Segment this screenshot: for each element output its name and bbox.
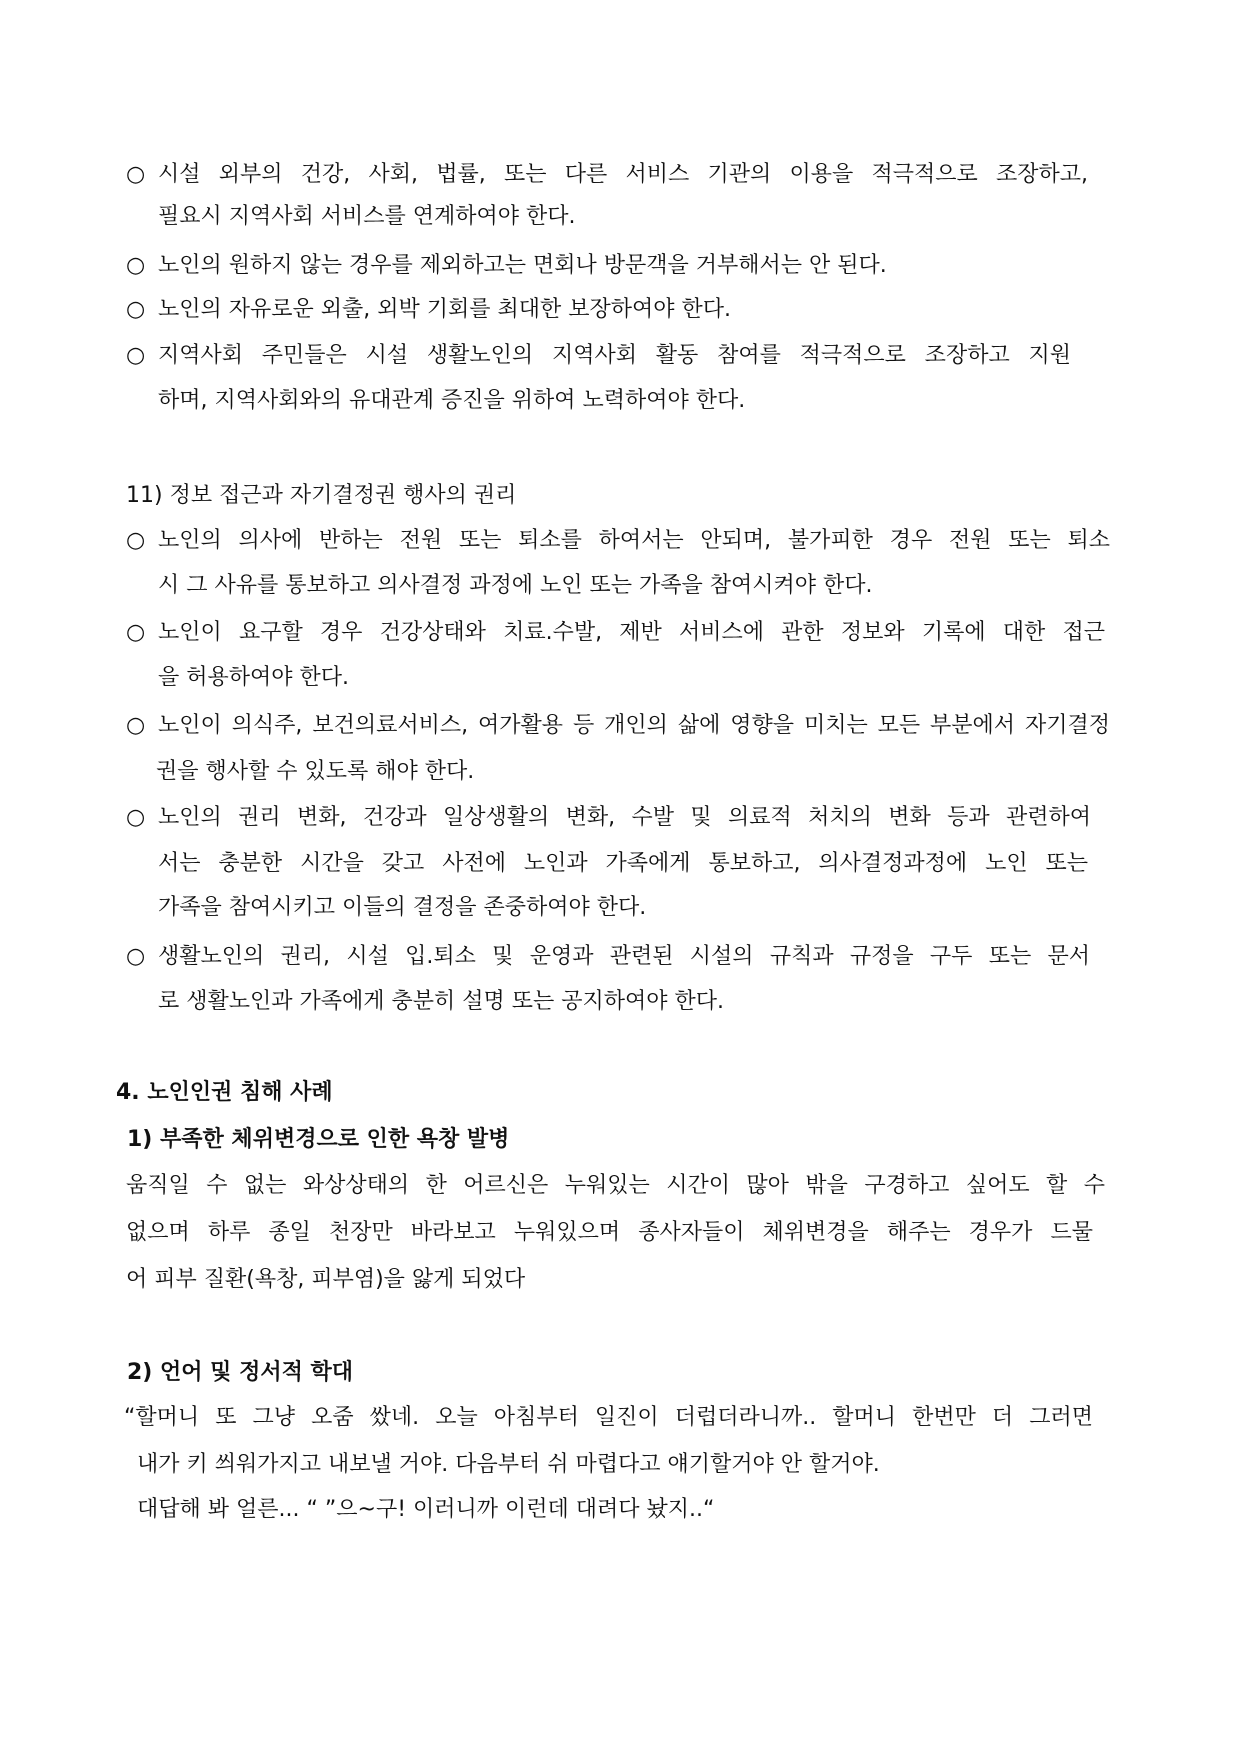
bullet-marker: ○: [126, 253, 146, 278]
bullet-marker: ○: [126, 343, 146, 368]
section-heading: 11) 정보 접근과 자기결정권 행사의 권리: [126, 483, 517, 508]
case-body-line: 움직일 수 없는 와상상태의 한 어르신은 누워있는 시간이 많아 밖을 구경하고 싶어도 할 수: [126, 1173, 1105, 1198]
bullet-item-line: 노인의 의사에 반하는 전원 또는 퇴소를 하여서는 안되며, 불가피한 경우 전원 또는 퇴소: [158, 528, 1110, 553]
bullet-marker: ○: [126, 944, 146, 969]
case-heading: 1) 부족한 체위변경으로 인한 욕창 발병: [127, 1127, 510, 1152]
bullet-item-line: 가족을 참여시키고 이들의 결정을 존중하여야 한다.: [158, 895, 647, 920]
quote-line: 내가 키 씌워가지고 내보낼 거야. 다음부터 쉬 마렵다고 얘기할거야 안 할거야.: [137, 1452, 880, 1477]
bullet-item-line: 노인의 원하지 않는 경우를 제외하고는 면회나 방문객을 거부해서는 안 된다.: [158, 253, 887, 278]
bullet-marker: ○: [126, 162, 146, 187]
bullet-marker: ○: [126, 620, 146, 645]
bullet-item-line: 시 그 사유를 통보하고 의사결정 과정에 노인 또는 가족을 참여시켜야 한다.: [158, 573, 873, 598]
bullet-marker: ○: [126, 805, 146, 830]
bullet-marker: ○: [126, 713, 146, 738]
bullet-item-line: 생활노인의 권리, 시설 입.퇴소 및 운영과 관련된 시설의 규칙과 규정을 구두 또는 문서: [158, 944, 1090, 969]
bullet-item-line: 필요시 지역사회 서비스를 연계하여야 한다.: [158, 204, 576, 229]
section-heading: 4. 노인인권 침해 사례: [116, 1080, 333, 1105]
quote-line: “할머니 또 그냥 오줌 쌌네. 오늘 아침부터 일진이 더럽더라니까.. 할머니 한번만 더 그러면: [124, 1405, 1093, 1430]
case-body-line: 어 피부 질환(욕창, 피부염)을 앓게 되었다: [126, 1267, 526, 1292]
case-body-line: 없으며 하루 종일 천장만 바라보고 누워있으며 종사자들이 체위변경을 해주는 경우가 드물: [126, 1220, 1093, 1245]
bullet-item-line: 을 허용하여야 한다.: [158, 665, 349, 690]
quote-line: 대답해 봐 얼른... “ ”으~구! 이러니까 이런데 대려다 놨지..“: [137, 1497, 715, 1522]
bullet-item-line: 권을 행사할 수 있도록 해야 한다.: [156, 759, 475, 784]
bullet-marker: ○: [126, 528, 146, 553]
bullet-item-line: 하며, 지역사회와의 유대관계 증진을 위하여 노력하여야 한다.: [158, 388, 746, 413]
bullet-marker: ○: [126, 297, 146, 322]
bullet-item-line: 서는 충분한 시간을 갖고 사전에 노인과 가족에게 통보하고, 의사결정과정에 노인 또는: [158, 851, 1088, 876]
bullet-item-line: 지역사회 주민들은 시설 생활노인의 지역사회 활동 참여를 적극적으로 조장하고 지원: [158, 343, 1071, 368]
bullet-item-line: 노인의 권리 변화, 건강과 일상생활의 변화, 수발 및 의료적 처치의 변화 등과 관련하여: [158, 805, 1091, 830]
bullet-item-line: 로 생활노인과 가족에게 충분히 설명 또는 공지하여야 한다.: [158, 989, 724, 1014]
bullet-item-line: 노인이 요구할 경우 건강상태와 치료.수발, 제반 서비스에 관한 정보와 기록에 대한 접근: [158, 620, 1105, 645]
bullet-item-line: 노인의 자유로운 외출, 외박 기회를 최대한 보장하여야 한다.: [158, 297, 731, 322]
bullet-item-line: 시설 외부의 건강, 사회, 법률, 또는 다른 서비스 기관의 이용을 적극적으로 조장하고,: [158, 162, 1088, 187]
case-heading: 2) 언어 및 정서적 학대: [127, 1360, 354, 1385]
bullet-item-line: 노인이 의식주, 보건의료서비스, 여가활용 등 개인의 삶에 영향을 미치는 모든 부분에서 자기결정: [158, 713, 1110, 738]
